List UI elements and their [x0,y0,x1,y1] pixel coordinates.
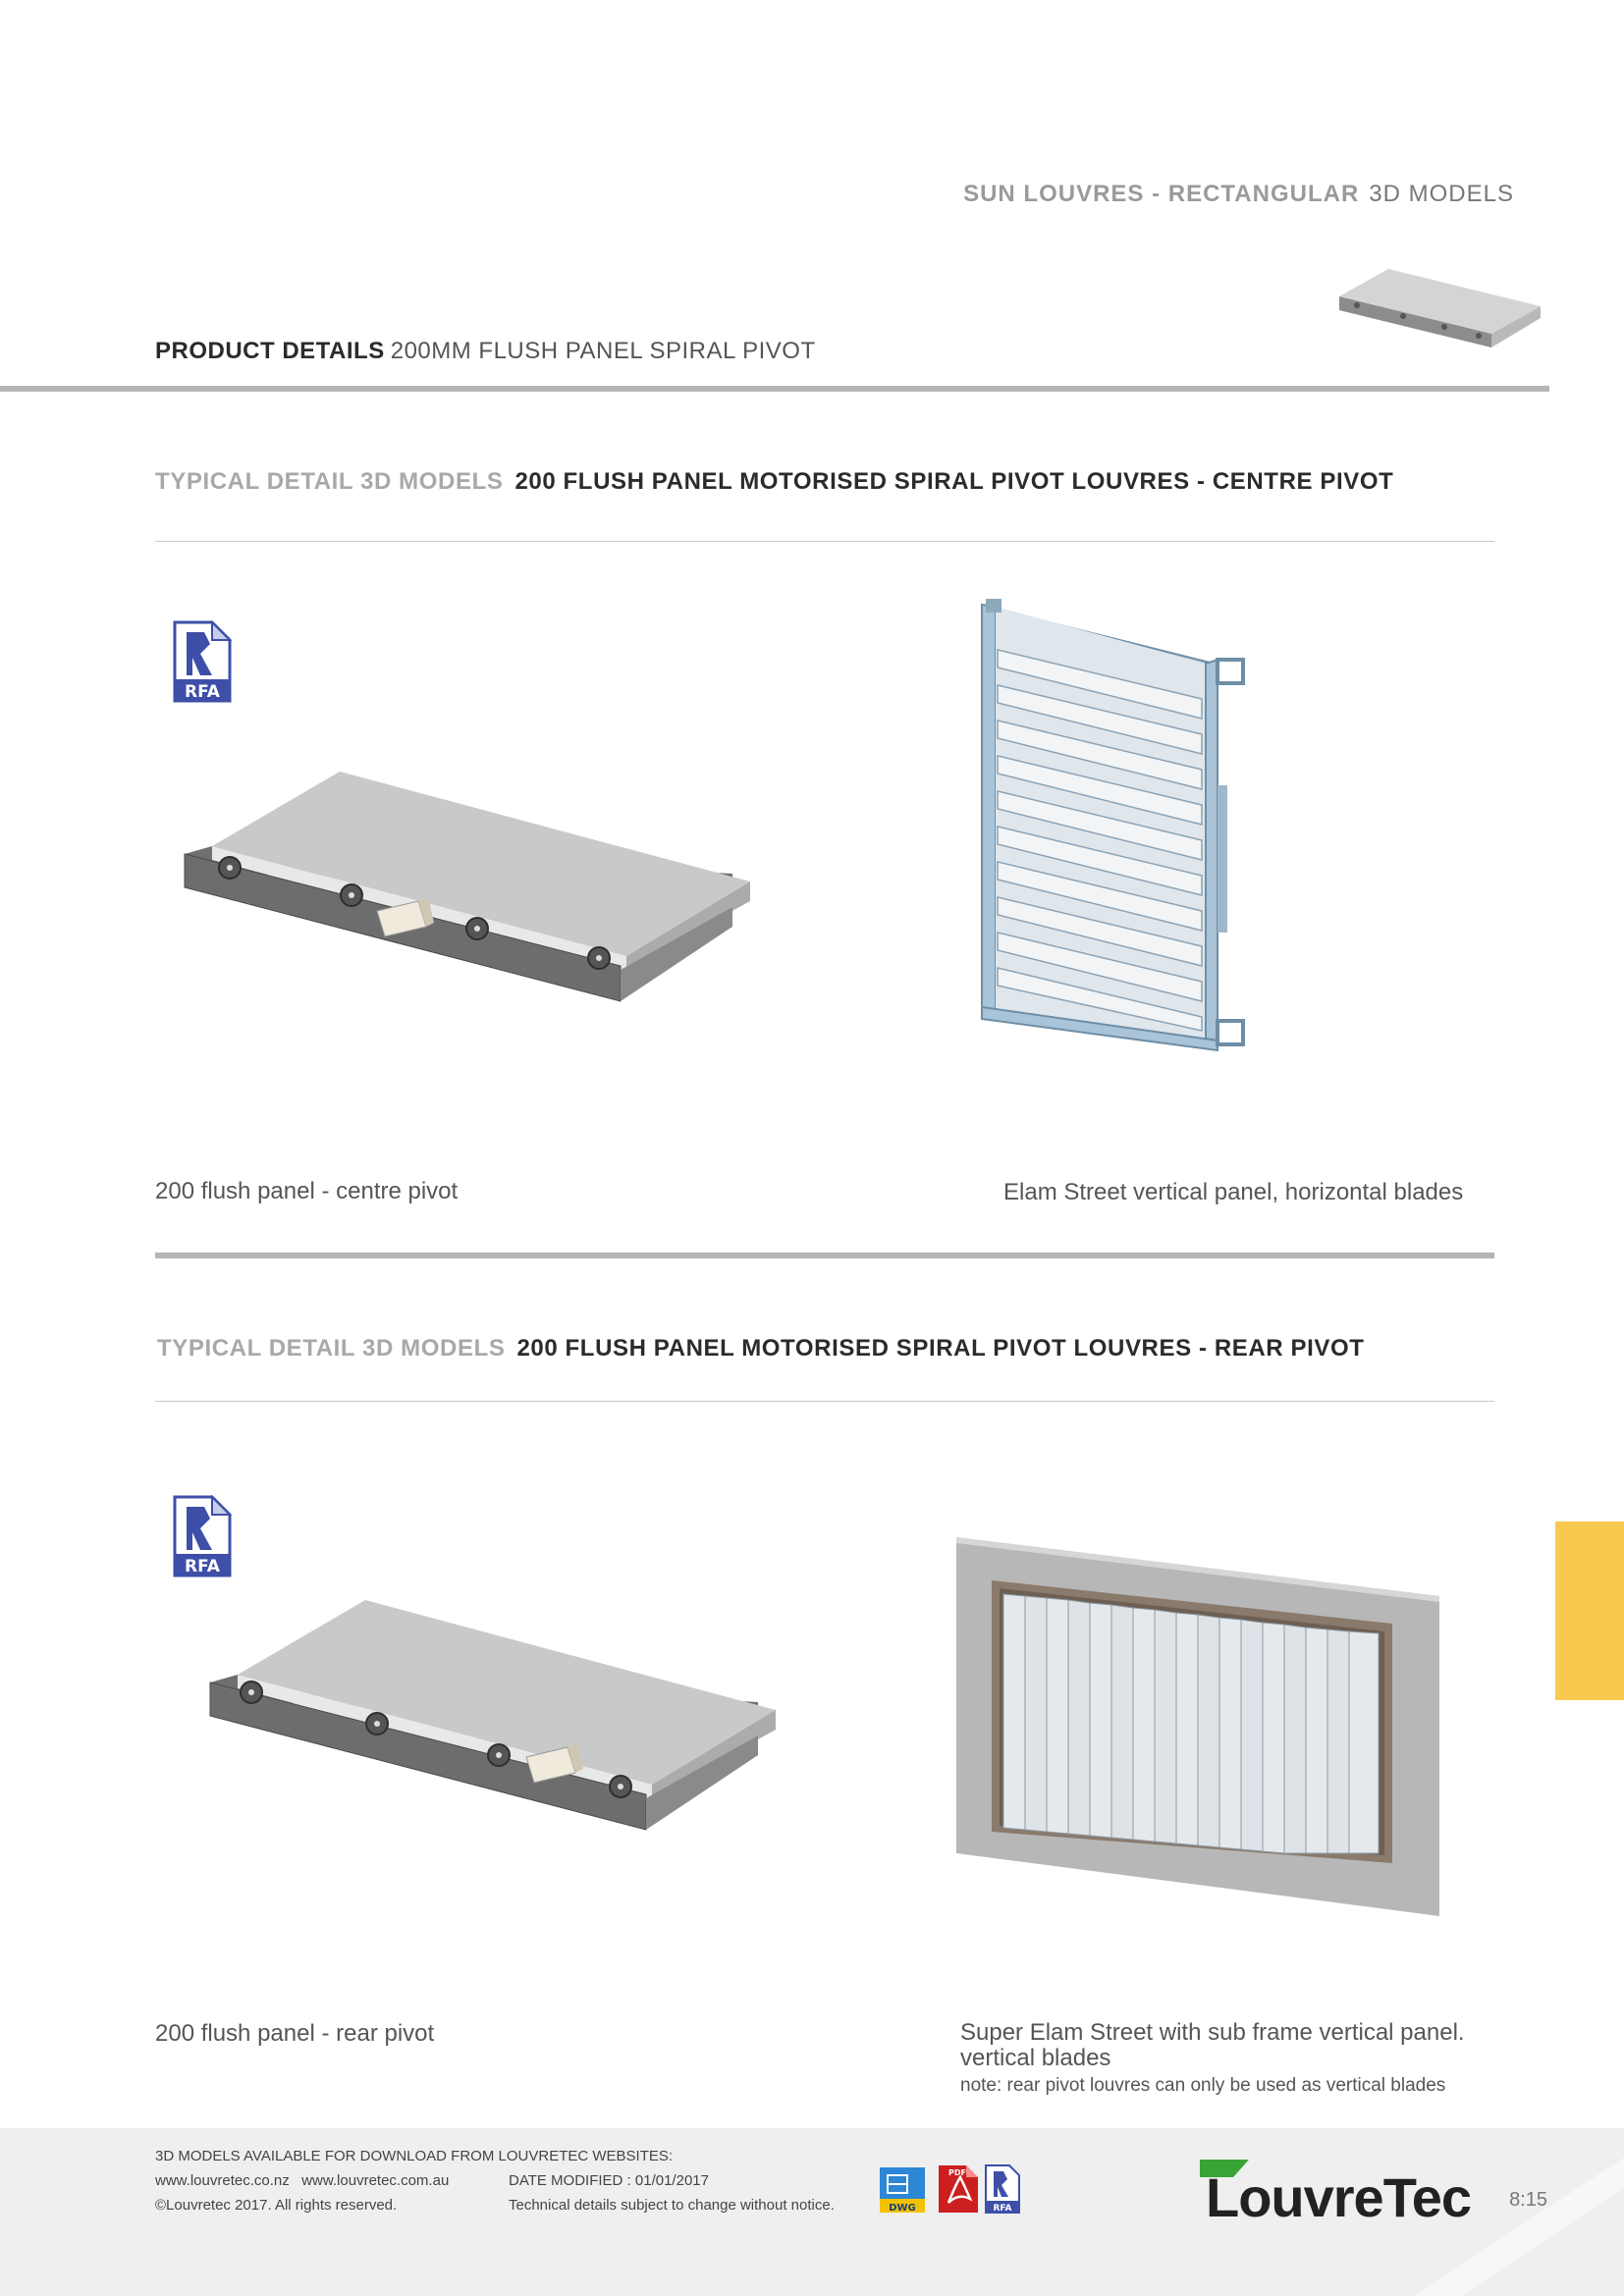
section1-heading-grey: TYPICAL DETAIL 3D MODELS [155,468,504,495]
section2-left-caption: 200 flush panel - rear pivot [155,2020,435,2047]
section2-right-caption [960,2020,1465,2071]
dwg-icon-label: DWG [889,2203,916,2214]
section1-divider [155,541,1494,542]
footer-download-note: 3D MODELS AVAILABLE FOR DOWNLOAD FROM LOUVRETEC WEBSITES: [155,2148,674,2164]
rfa-small-file-icon[interactable] [984,2163,1021,2215]
flush-panel-rear-pivot-model [208,1592,787,1838]
header-product-thumbnail [1329,257,1545,355]
section-divider [155,1253,1494,1258]
product-details-value: 200MM FLUSH PANEL SPIRAL PIVOT [390,338,816,364]
section2-right-caption-line1: Super Elam Street with sub frame vertical panel. [960,2019,1465,2046]
product-details-label: PRODUCT DETAILS [155,338,385,364]
section2-heading [157,1334,1532,1363]
footer-disclaimer: Technical details subject to change without notice. [509,2197,835,2214]
section2-divider [155,1401,1494,1402]
product-details-title [155,338,816,365]
pdf-icon-label: PDF [948,2168,966,2177]
dwg-file-icon[interactable] [878,2165,927,2215]
rfa-icon-label: RFA [185,682,220,702]
section1-heading-dark: 200 FLUSH PANEL MOTORISED SPIRAL PIVOT LOUVRES - CENTRE PIVOT [514,468,1394,495]
header-divider [0,386,1549,392]
footer-websites[interactable]: www.louvretec.co.nz www.louvretec.com.au [155,2172,450,2189]
section2-right-caption-line2: vertical blades [960,2045,1111,2071]
section2-note: note: rear pivot louvres can only be used as vertical blades [960,2075,1446,2096]
section1-heading [155,467,1530,497]
footer-copyright: ©Louvretec 2017. All rights reserved. [155,2197,398,2214]
section-title [963,181,1514,208]
rfa-file-icon[interactable] [171,620,234,703]
page-number: 8:15 [1509,2189,1547,2211]
flush-panel-centre-pivot-model [183,764,762,1009]
louvretec-logo: LouvreTec [1206,2166,1472,2228]
section-title-light: 3D MODELS [1369,181,1514,207]
rfa-file-icon[interactable] [171,1495,234,1577]
rfa-small-icon-label: RFA [993,2204,1012,2214]
elam-street-vertical-panel-model [978,599,1263,1060]
rfa-icon-label: RFA [185,1557,220,1576]
section-title-bold: SUN LOUVRES - RECTANGULAR [963,181,1360,207]
section2-heading-grey: TYPICAL DETAIL 3D MODELS [157,1335,506,1362]
section2-heading-dark: 200 FLUSH PANEL MOTORISED SPIRAL PIVOT LOUVRES - REAR PIVOT [516,1335,1365,1362]
footer-date-modified: DATE MODIFIED : 01/01/2017 [509,2172,709,2189]
section1-left-caption: 200 flush panel - centre pivot [155,1178,459,1204]
vertical-blades [1003,1594,1379,1853]
pdf-file-icon[interactable] [937,2163,980,2215]
section-tab-marker [1555,1522,1624,1700]
super-elam-street-panel-model [952,1533,1443,1922]
section1-right-caption: Elam Street vertical panel, horizontal blades [1003,1179,1464,1205]
